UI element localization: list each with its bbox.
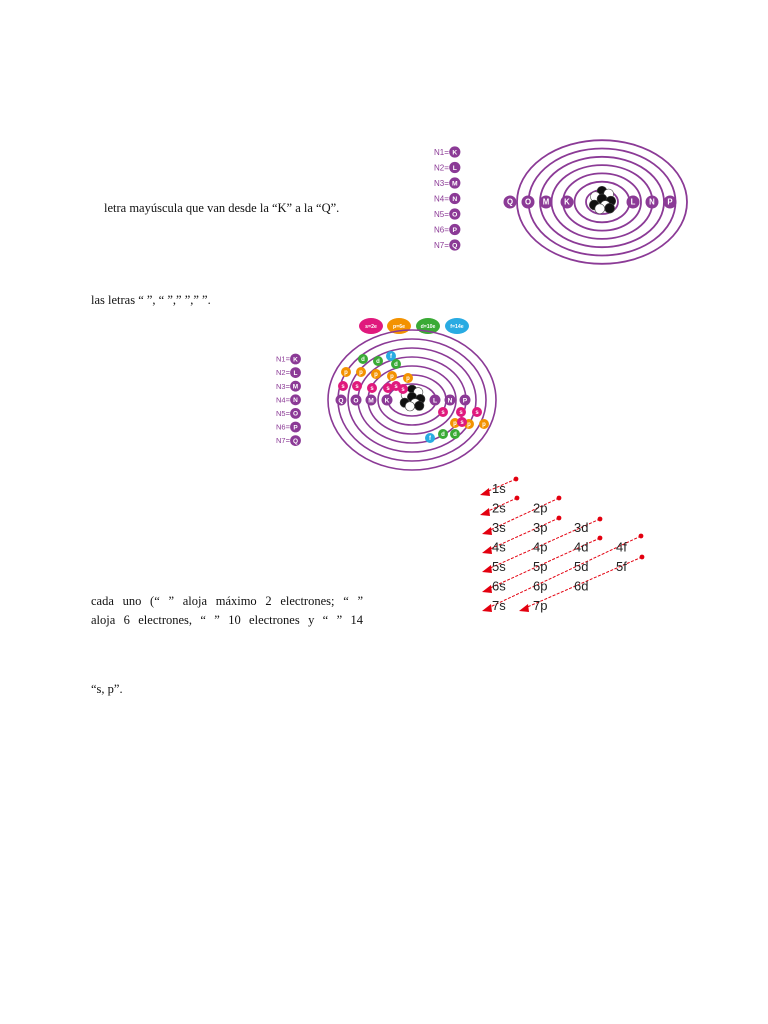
fig2-legend-text: d=10e [420, 324, 436, 330]
fig1-level-N-letter: N [452, 195, 458, 203]
fig2-lower-sublevel-s-letter: s [441, 410, 445, 417]
diagonal-arrow-head-icon [482, 527, 492, 535]
fig2-level-label: N4= [276, 395, 290, 405]
fig2-level-label: N5= [276, 409, 290, 419]
fig1-level-label: N1= [434, 147, 449, 157]
fig1-level-label: N6= [434, 225, 449, 235]
fig2-lower-sublevel-s-letter: s [459, 410, 463, 417]
fig2-nucleus-particle-8 [415, 401, 424, 410]
orbital-label-3s: 3s [492, 520, 506, 535]
diagonal-arrow-head-icon [480, 508, 490, 516]
diagonal-arrow-start-dot [598, 517, 603, 522]
fig2-upper-sublevel-s-letter: s [341, 384, 345, 391]
fig1-shell-O-letter: O [524, 197, 532, 207]
fig2-upper-sublevel-p-letter: p [374, 372, 378, 379]
fig2-level-O-letter: O [292, 410, 299, 418]
fig2-shell-O-letter: O [353, 397, 359, 405]
fig2-level-N-letter: N [293, 397, 298, 405]
text-line-letters: las letras “ ”, “ ”,” ”,” ”. [91, 293, 211, 307]
fig1-shell-K-letter: K [564, 197, 570, 207]
orbital-label-4d: 4d [574, 539, 589, 555]
diagonal-arrow-head-icon [480, 488, 490, 496]
fig2-level-label: N7= [276, 436, 290, 446]
fig1-nucleus-particle-7 [595, 204, 605, 214]
fig2-shell-Q-letter: Q [338, 397, 344, 405]
fig2-level-label: N3= [276, 381, 290, 391]
diagonal-arrow-start-dot [557, 516, 562, 521]
fig2-lower-sublevel-s-letter: s [460, 420, 464, 427]
orbital-label-6p: 6p [533, 578, 548, 594]
fig1-level-O-letter: O [452, 211, 458, 219]
diagonal-arrow-head-icon [519, 604, 529, 612]
fig2-level-Q-letter: Q [292, 437, 299, 445]
fig2-legend-text: f=14e [450, 324, 464, 330]
fig1-shell-Q-letter: Q [506, 197, 514, 207]
orbital-label-1s: 1s [492, 481, 506, 496]
fig2-upper-sublevel-s-letter: s [370, 386, 374, 393]
orbital-label-6s: 6s [492, 578, 506, 594]
diagonal-arrow-head-icon [482, 585, 492, 593]
fig1-level-label: N5= [434, 209, 449, 219]
orbital-label-4p: 4p [533, 539, 548, 555]
text-line-sp: “s, p”. [91, 682, 123, 696]
fig1-level-label: N2= [434, 163, 449, 173]
diagonal-arrow-start-dot [598, 536, 603, 541]
text-paragraph-sublevels [91, 592, 363, 630]
paragraph-line-1: cada uno (“ ” aloja máximo 2 electrones; “ ” [91, 594, 363, 608]
fig2-shell-K-letter: K [384, 397, 390, 405]
fig1-nucleus-particle-8 [605, 203, 615, 213]
diagonal-arrow-head-icon [482, 546, 492, 554]
orbital-label-5s: 5s [492, 559, 506, 574]
fig2-upper-sublevel-f-letter: f [390, 354, 392, 361]
fig2-upper-sublevel-d-letter: d [376, 359, 380, 366]
orbital-label-4f: 4f [616, 539, 627, 555]
paragraph-line-2: aloja 6 electrones, “ ” 10 electrones y “ ” 14 [91, 612, 363, 627]
fig2-upper-sublevel-p-letter: p [359, 370, 363, 377]
fig1-shell-P-letter: P [667, 197, 673, 207]
fig2-legend-text: p=6e [393, 324, 405, 330]
fig2-nucleus-particle-7 [405, 402, 414, 411]
fig2-upper-sublevel-p-letter: p [406, 376, 410, 383]
fig2-lower-sublevel-d-letter: d [441, 432, 445, 439]
fig2-shell-N-letter: N [447, 397, 453, 405]
energy-levels-diagram [432, 136, 682, 268]
diagonal-arrow-start-dot [640, 555, 645, 560]
fig2-level-K-letter: K [293, 356, 298, 364]
diagonal-arrow-head-icon [482, 565, 492, 573]
fig2-lower-sublevel-p-letter: p [453, 421, 457, 428]
fig2-upper-sublevel-p-letter: p [390, 374, 394, 381]
fig2-upper-sublevel-s-letter: s [394, 384, 398, 391]
fig2-level-label: N6= [276, 422, 290, 432]
fig2-legend-text: s=2e [365, 324, 377, 330]
fig1-shell-L-letter: L [630, 197, 636, 207]
fig2-level-label: N1= [276, 354, 290, 364]
orbital-label-7p: 7p [533, 598, 548, 613]
fig1-shell-N-letter: N [649, 197, 655, 207]
fig2-shell-L-letter: L [432, 397, 438, 405]
fig2-lower-sublevel-s-letter: s [475, 410, 479, 417]
fig2-shell-M-letter: M [368, 397, 374, 405]
fig2-shell-P-letter: P [462, 397, 468, 405]
fig1-level-L-letter: L [452, 164, 457, 172]
orbital-label-2p: 2p [533, 500, 548, 516]
fig2-lower-sublevel-p-letter: p [467, 422, 471, 429]
diagonal-arrow-start-dot [515, 496, 520, 501]
fig1-level-P-letter: P [452, 226, 458, 234]
orbital-label-2s: 2s [492, 500, 506, 516]
diagonal-arrow-start-dot [557, 496, 562, 501]
fig2-upper-sublevel-s-letter: s [355, 384, 359, 391]
fig1-level-label: N4= [434, 194, 449, 204]
orbital-label-5p: 5p [533, 559, 548, 574]
fig2-level-L-letter: L [293, 369, 298, 377]
fig2-level-M-letter: M [292, 383, 299, 391]
orbital-label-3d: 3d [574, 520, 589, 535]
fig2-upper-sublevel-s-letter: s [401, 387, 405, 394]
orbital-label-5f: 5f [616, 559, 627, 574]
fig2-level-label: N2= [276, 368, 290, 378]
fig2-upper-sublevel-s-letter: s [386, 386, 390, 393]
fig1-level-K-letter: K [452, 149, 458, 157]
fig1-level-Q-letter: Q [452, 242, 458, 250]
fig1-level-label: N3= [434, 178, 449, 188]
fig2-upper-sublevel-p-letter: p [344, 370, 348, 377]
fig2-lower-sublevel-d-letter: d [453, 432, 457, 439]
fig2-upper-sublevel-d-letter: d [361, 357, 365, 364]
orbital-label-6d: 6d [574, 578, 589, 594]
orbital-label-4s: 4s [492, 539, 506, 555]
orbital-label-7s: 7s [492, 598, 506, 613]
fig2-level-P-letter: P [293, 424, 298, 432]
fig2-lower-sublevel-p-letter: p [482, 422, 486, 429]
diagonal-arrow-start-dot [639, 534, 644, 539]
fig1-level-label: N7= [434, 240, 449, 250]
madelung-diagonal-diagram [478, 477, 668, 627]
diagonal-arrow-start-dot [514, 477, 519, 482]
fig2-upper-sublevel-d-letter: d [394, 362, 398, 369]
orbital-label-3p: 3p [533, 520, 548, 535]
fig1-shell-M-letter: M [542, 197, 550, 207]
fig1-level-M-letter: M [451, 180, 458, 188]
orbital-label-5d: 5d [574, 559, 589, 574]
fig2-lower-sublevel-f-letter: f [429, 436, 431, 443]
diagonal-arrow-head-icon [482, 604, 492, 612]
sublevels-diagram [275, 316, 500, 466]
text-line-levels: letra mayúscula que van desde la “K” a la “Q”. [104, 201, 340, 215]
